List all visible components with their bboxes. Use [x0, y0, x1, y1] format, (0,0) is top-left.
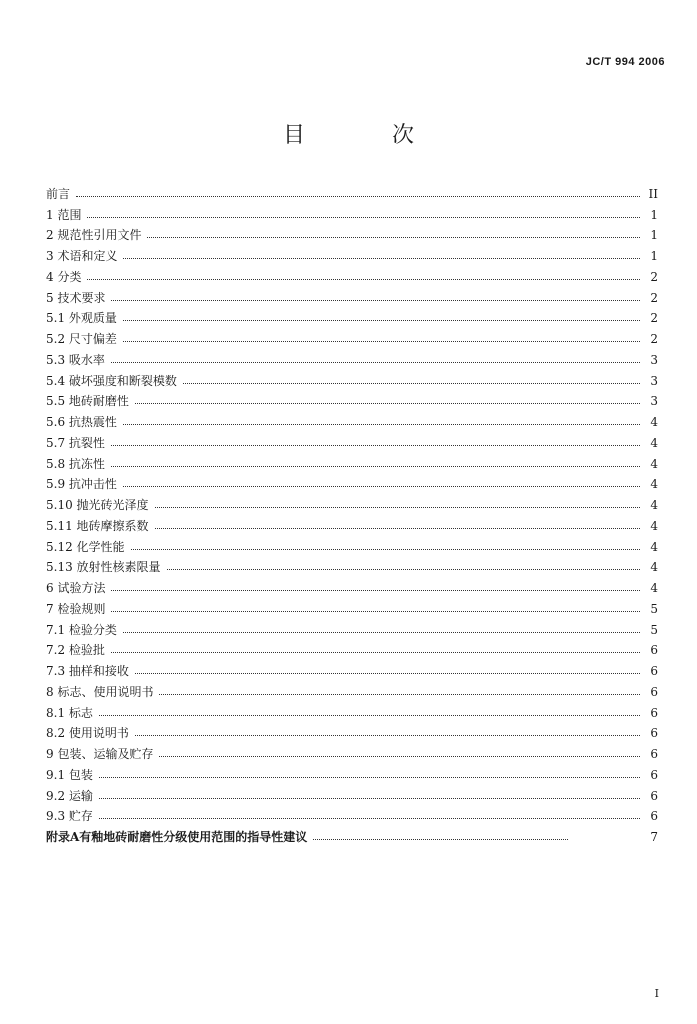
page-title: 目 次	[283, 123, 454, 148]
toc-entry-label: 5.12 化学性能	[46, 539, 125, 554]
toc-entry-page: 3	[650, 394, 658, 409]
toc-entry[interactable]	[46, 740, 658, 761]
toc-leader-dots	[111, 361, 640, 363]
toc-entry-label: 1 范围	[46, 207, 82, 222]
toc-entry-page: 6	[650, 664, 658, 678]
toc-entry-page: 1	[650, 228, 658, 243]
toc-entry-label: 5.8 抗冻性	[46, 456, 105, 471]
toc-leader-dots	[123, 257, 640, 259]
toc-entry-page: 4	[650, 498, 658, 512]
toc-entry-label: 2 规范性引用文件	[46, 228, 142, 243]
toc-entry[interactable]	[46, 429, 658, 450]
toc-entry-page: 6	[650, 767, 658, 782]
toc-entry[interactable]	[46, 388, 658, 409]
toc-entry-page: 6	[650, 643, 658, 658]
toc-entry-label: 5.6 抗热震性	[46, 415, 117, 429]
toc-entry[interactable]	[46, 201, 658, 222]
toc-entry[interactable]	[46, 803, 658, 824]
toc-leader-dots	[155, 527, 640, 529]
toc-entry-page: 3	[650, 352, 658, 367]
toc-entry[interactable]	[46, 699, 658, 720]
toc-entry[interactable]	[46, 284, 658, 305]
toc-entry[interactable]	[46, 325, 658, 346]
toc-entry-label: 8 标志、使用说明书	[46, 684, 154, 699]
toc-entry-label: 7 检验规则	[46, 601, 106, 616]
toc-entry-label: 5.7 抗裂性	[46, 435, 105, 450]
toc-entry[interactable]	[46, 180, 658, 201]
toc-entry-label: 5.5 地砖耐磨性	[46, 394, 129, 409]
toc-entry[interactable]	[46, 637, 658, 658]
toc-entry[interactable]	[46, 554, 658, 575]
toc-entry-page: 6	[650, 809, 658, 824]
toc-entry-label: 5.11 地砖摩擦系数	[46, 518, 149, 533]
toc-entry-page: 1	[650, 207, 658, 222]
toc-entry-label: 5.2 尺寸偏差	[46, 332, 117, 346]
toc-leader-dots	[159, 755, 640, 757]
toc-entry-page: 2	[650, 332, 658, 346]
toc-leader-dots	[313, 838, 568, 840]
toc-entry[interactable]	[46, 222, 658, 243]
toc-leader-dots	[183, 382, 640, 384]
toc-entry-page: 4	[650, 581, 658, 595]
toc-leader-dots	[123, 485, 640, 487]
toc-entry-page: 4	[650, 435, 658, 450]
toc-entry-page: 7	[650, 830, 658, 844]
toc-entry-label: 5.1 外观质量	[46, 311, 117, 326]
toc-entry-label: 9 包装、运输及贮存	[46, 747, 154, 761]
toc-entry[interactable]	[46, 595, 658, 616]
toc-entry-page: 4	[650, 518, 658, 533]
toc-entry-label: 5 技术要求	[46, 290, 106, 305]
toc-entry-page: 6	[650, 788, 658, 803]
toc-entry[interactable]	[46, 242, 658, 263]
toc-leader-dots	[159, 693, 640, 695]
toc-leader-dots	[111, 610, 640, 612]
toc-leader-dots	[123, 319, 640, 321]
toc-leader-dots	[135, 734, 640, 736]
toc-entry-page: 2	[650, 311, 658, 326]
toc-leader-dots	[76, 195, 640, 197]
toc-leader-dots	[111, 465, 640, 467]
toc-entry-page: 4	[650, 415, 658, 429]
toc-entry-label: 5.9 抗冲击性	[46, 477, 117, 492]
toc-entry-label: 8.2 使用说明书	[46, 726, 129, 741]
toc-entry-page: 2	[650, 269, 658, 284]
toc-entry[interactable]	[46, 450, 658, 471]
toc-leader-dots	[111, 589, 640, 591]
toc-entry-label: 5.10 抛光砖光泽度	[46, 498, 149, 512]
standard-code: JC/T 994 2006	[585, 56, 665, 68]
toc-entry-page: 4	[650, 477, 658, 492]
toc-entry-label: 4 分类	[46, 269, 82, 284]
toc-leader-dots	[111, 651, 640, 653]
toc-entry[interactable]	[46, 678, 658, 699]
toc-entry-page: 4	[650, 456, 658, 471]
toc-entry-label: 5.4 破坏强度和断裂模数	[46, 373, 177, 388]
toc-entry-label: 9.2 运输	[46, 788, 93, 803]
toc-entry-page: 6	[650, 684, 658, 699]
toc-entry[interactable]	[46, 720, 658, 741]
toc-entry[interactable]	[46, 512, 658, 533]
toc-entry-page: 3	[650, 373, 658, 388]
toc-entry-page: 4	[650, 539, 658, 554]
toc-entry-label: 9.3 贮存	[46, 809, 93, 824]
toc-leader-dots	[135, 672, 640, 674]
toc-leader-dots	[167, 568, 640, 570]
toc-entry[interactable]	[46, 761, 658, 782]
toc-leader-dots	[99, 776, 640, 778]
toc-entry-label: 9.1 包装	[46, 767, 93, 782]
toc-entry-label: 8.1 标志	[46, 705, 93, 720]
toc-entry-label: 5.13 放射性核素限量	[46, 560, 161, 575]
toc-entry[interactable]	[46, 346, 658, 367]
toc-leader-dots	[87, 216, 640, 218]
toc-entry-label: 7.2 检验批	[46, 643, 105, 658]
toc-entry[interactable]	[46, 574, 658, 595]
toc-entry[interactable]	[46, 491, 658, 512]
toc-leader-dots	[111, 444, 640, 446]
toc-entry-label: 3 术语和定义	[46, 249, 118, 263]
page-number: I	[654, 987, 659, 1000]
toc-entry-label: 5.3 吸水率	[46, 352, 105, 367]
toc-entry[interactable]	[46, 305, 658, 326]
toc-entry-page: 5	[650, 601, 658, 616]
toc-leader-dots	[99, 714, 640, 716]
toc-entry[interactable]	[46, 408, 658, 429]
table-of-contents	[46, 180, 658, 844]
toc-entry-label: 7.1 检验分类	[46, 622, 117, 637]
toc-leader-dots	[99, 817, 640, 819]
toc-entry[interactable]	[46, 471, 658, 492]
toc-entry[interactable]	[46, 616, 658, 637]
toc-entry[interactable]	[46, 533, 658, 554]
toc-leader-dots	[111, 299, 640, 301]
toc-entry-page: 6	[650, 705, 658, 720]
toc-leader-dots	[131, 548, 640, 550]
toc-leader-dots	[123, 340, 640, 342]
toc-entry[interactable]	[46, 657, 658, 678]
toc-leader-dots	[123, 631, 640, 633]
toc-entry-page: 6	[650, 726, 658, 741]
toc-entry-label: 附录A有釉地砖耐磨性分级使用范围的指导性建议	[46, 830, 308, 844]
toc-entry-page: 5	[650, 622, 658, 637]
toc-entry-label: 7.3 抽样和接收	[46, 664, 129, 678]
toc-entry-page: II	[648, 186, 658, 201]
toc-entry-page: 2	[650, 290, 658, 305]
toc-entry[interactable]	[46, 367, 658, 388]
toc-leader-dots	[147, 236, 640, 238]
toc-entry[interactable]	[46, 263, 658, 284]
toc-entry-appendix[interactable]	[46, 823, 658, 844]
toc-entry[interactable]	[46, 782, 658, 803]
toc-leader-dots	[87, 278, 640, 280]
toc-leader-dots	[99, 797, 640, 799]
toc-leader-dots	[135, 402, 640, 404]
toc-leader-dots	[155, 506, 640, 508]
toc-entry-page: 4	[650, 560, 658, 575]
toc-entry-label: 6 试验方法	[46, 581, 106, 595]
toc-entry-page: 6	[650, 747, 658, 761]
toc-leader-dots	[123, 423, 640, 425]
toc-entry-page: 1	[650, 249, 658, 263]
toc-entry-label: 前言	[46, 186, 71, 201]
